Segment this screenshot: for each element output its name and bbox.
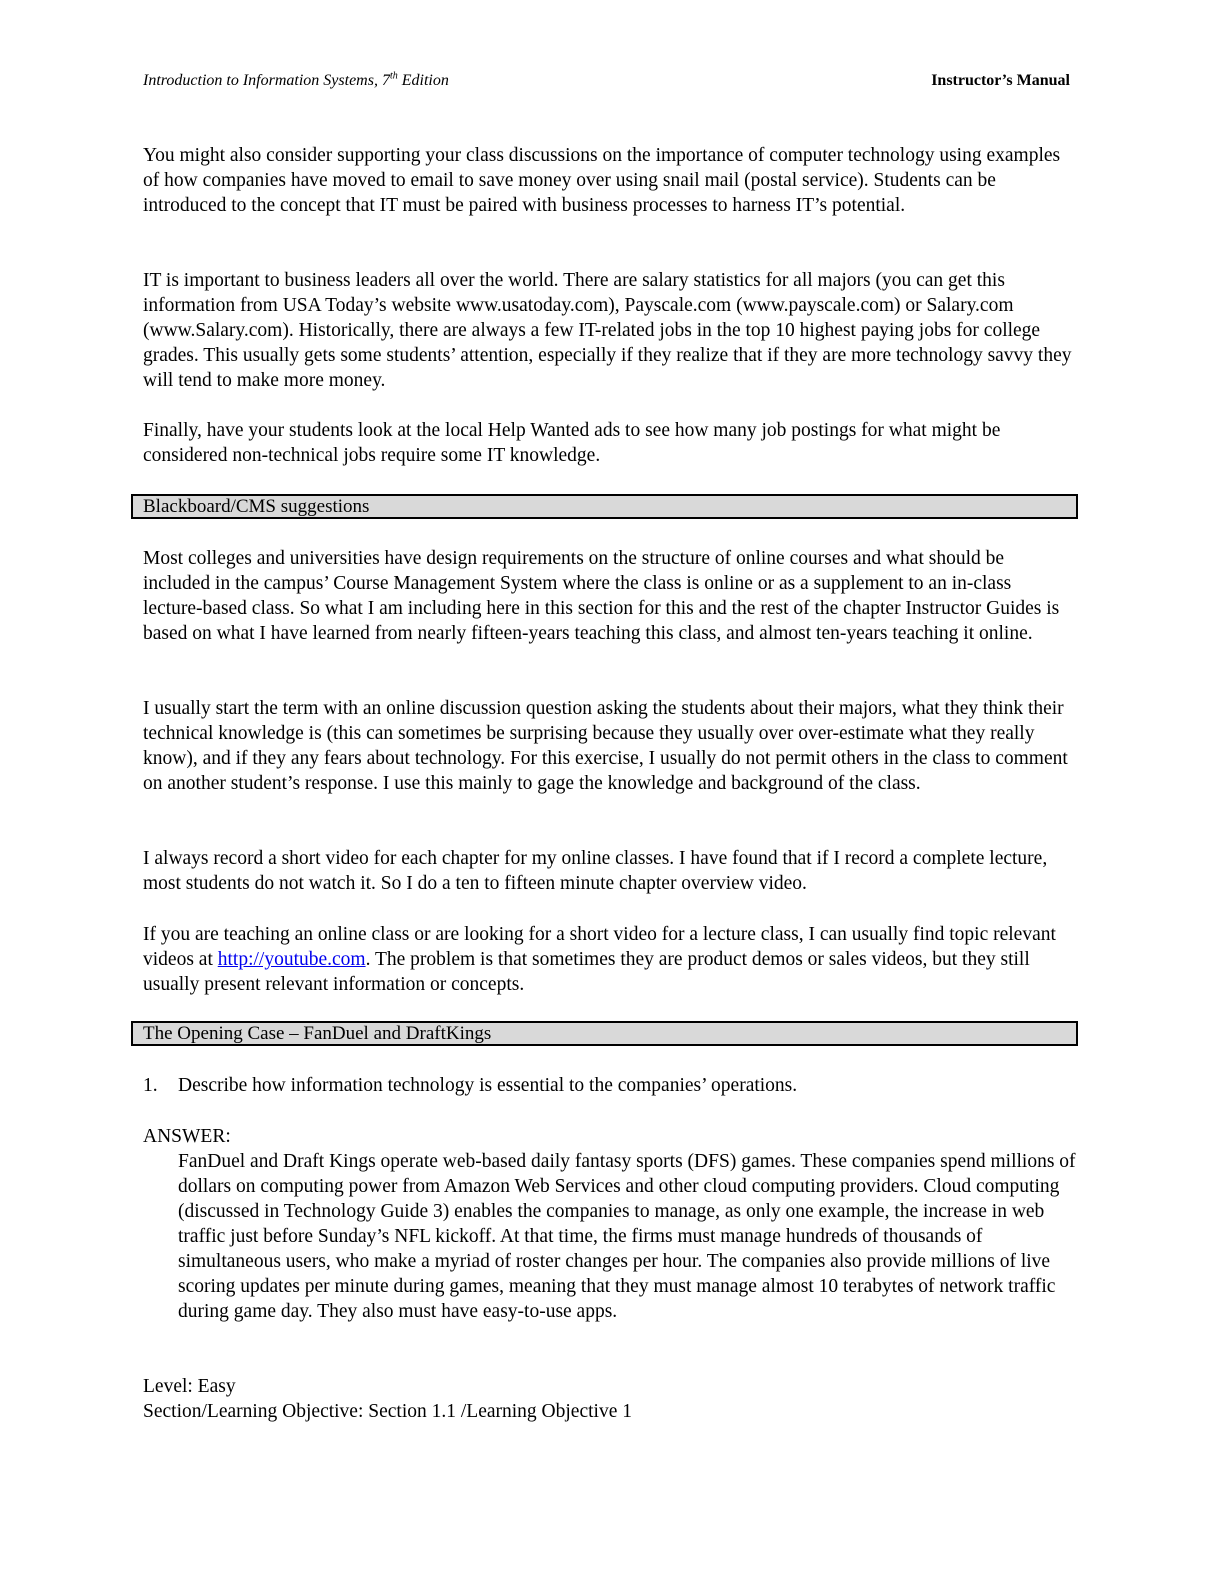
- question-number: 1.: [143, 1075, 158, 1096]
- blackboard-paragraph-4: [143, 922, 1073, 997]
- book-title-main: Introduction to Information Systems, 7: [143, 72, 390, 89]
- intro-paragraph-2: IT is important to business leaders all over the world. There are salary statistics for all majors (you can get this information from USA Today’s website www.usatoday.com), Payscale.com (www.payscale.com) or Salary.com (www.Salary.com). Historically, there are always a few IT-related jobs in the top 10 highest paying jobs for college grades. This usually gets some students’ attention, especially if they realize that if they are more technology savvy they will tend to make more money.: [143, 270, 1072, 391]
- book-title-superscript: th: [389, 70, 398, 82]
- page-header: [143, 72, 1070, 94]
- youtube-link[interactable]: http://youtube.com: [217, 949, 366, 970]
- opening-case-section-heading: The Opening Case – FanDuel and DraftKings: [131, 1021, 1078, 1046]
- paragraph-4-text-before: If you are teaching an online class or are looking for a short video for a lecture class, I can usually find topic relevant videos at: [143, 924, 1056, 970]
- answer-text: FanDuel and Draft Kings operate web-based daily fantasy sports (DFS) games. These companies spend millions of dollars on computing power from Amazon Web Services and other cloud computing providers. Cloud computing (discussed in Technology Guide 3) enables the companies to manage, as only one example, the increase in web traffic just before Sunday’s NFL kickoff. At that time, the firms must manage hundreds of thousands of simultaneous users, who make a myriad of roster changes per hour. The companies also provide millions of live scoring updates per minute during games, meaning that they must manage almost 10 terabytes of network traffic during game day. They also must have easy-to-use apps.: [178, 1151, 1076, 1322]
- blackboard-paragraph-3: I always record a short video for each chapter for my online classes. I have found that if I record a complete lecture, most students do not watch it. So I do a ten to fifteen minute chapter overview video.: [143, 848, 1048, 894]
- section-learning-objective: Section/Learning Objective: Section 1.1 /Learning Objective 1: [143, 1401, 632, 1422]
- blackboard-section-heading: Blackboard/CMS suggestions: [131, 494, 1078, 519]
- manual-label: Instructor’s Manual: [931, 72, 1070, 89]
- intro-paragraph-1: You might also consider supporting your class discussions on the importance of computer technology using examples of how companies have moved to email to save money over using snail mail (postal service). Students can be introduced to the concept that IT must be paired with business processes to harness IT’s potential.: [143, 145, 1061, 216]
- book-title-end: Edition: [397, 72, 449, 89]
- blackboard-paragraph-2: I usually start the term with an online discussion question asking the students about their majors, what they think their technical knowledge is (this can sometimes be surprising because they usually over over-estimate what they really know), and if they any fears about technology. For this exercise, I usually do not permit others in the class to comment on another student’s response. I use this mainly to gage the knowledge and background of the class.: [143, 698, 1068, 794]
- paragraph-4-text-after: . The problem is that sometimes they are product demos or sales videos, but they still usually present relevant information or concepts.: [143, 949, 1030, 995]
- blackboard-paragraph-1: Most colleges and universities have design requirements on the structure of online courses and what should be included in the campus’ Course Management System where the class is online or as a supplement to an in-class lecture-based class. So what I am including here in this section for this and the rest of the chapter Instructor Guides is based on what I have learned from nearly fifteen-years teaching this class, and almost ten-years teaching it online.: [143, 548, 1060, 644]
- intro-paragraph-3: Finally, have your students look at the local Help Wanted ads to see how many job postings for what might be considered non-technical jobs require some IT knowledge.: [143, 420, 1001, 466]
- question-text: Describe how information technology is essential to the companies’ operations.: [178, 1075, 798, 1096]
- book-title: [143, 72, 449, 90]
- answer-label: ANSWER:: [143, 1126, 231, 1147]
- difficulty-level: Level: Easy: [143, 1376, 236, 1397]
